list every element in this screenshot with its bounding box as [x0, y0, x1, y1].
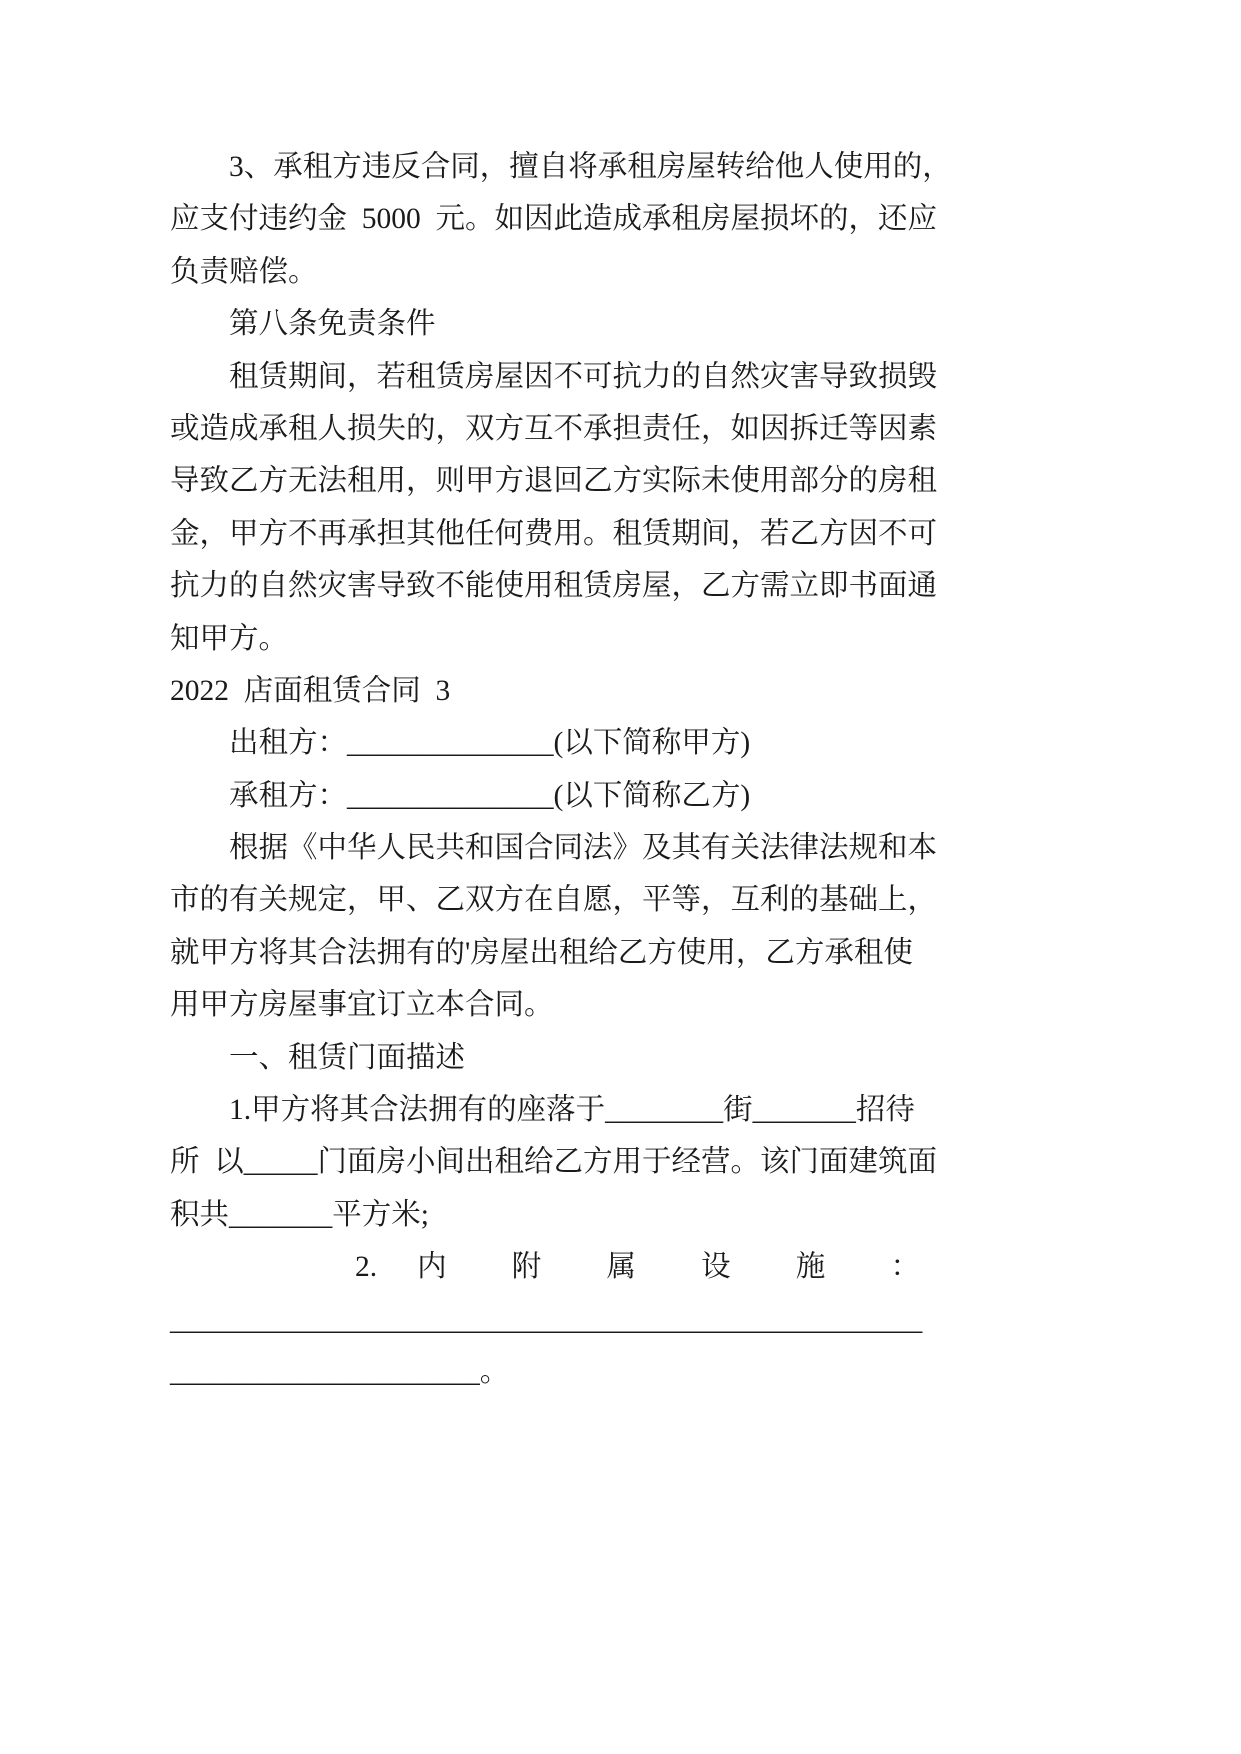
body-line: 或造成承租人损失的，双方互不承担责任，如因拆迁等因素 — [170, 412, 938, 445]
body-line: 所 以_____门面房小间出租给乙方用于经营。该门面建筑面 — [170, 1146, 938, 1179]
body-line: 应支付违约金 5000 元。如因此造成承租房屋损坏的，还应 — [170, 203, 938, 236]
body-line: 就甲方将其合法拥有的'房屋出租给乙方使用，乙方承租使 — [170, 936, 913, 969]
body-line: 租赁期间，若租赁房屋因不可抗力的自然灾害导致损毁 — [229, 360, 938, 393]
body-line: 积共_______平方米; — [170, 1198, 429, 1231]
facilities-heading: 2. 内 附 属 设 施 ： — [355, 1251, 920, 1284]
lessor-line: 出租方：______________(以下简称甲方) — [229, 727, 751, 760]
blank-fill-line: _____________________。 — [170, 1355, 510, 1388]
body-line: 导致乙方无法租用，则甲方退回乙方实际未使用部分的房租 — [170, 465, 938, 498]
section-heading: 第八条免责条件 — [229, 308, 436, 341]
contract-title: 2022 店面租赁合同 3 — [170, 674, 451, 707]
body-line: 市的有关规定，甲、乙双方在自愿，平等，互利的基础上， — [170, 884, 938, 917]
body-line: 1.甲方将其合法拥有的座落于________街_______招待 — [229, 1094, 915, 1127]
body-line: 金，甲方不再承担其他任何费用。租赁期间，若乙方因不可 — [170, 517, 938, 550]
body-line: 用甲方房屋事宜订立本合同。 — [170, 989, 554, 1022]
body-line: 知甲方。 — [170, 622, 289, 655]
section-heading: 一、租赁门面描述 — [229, 1041, 466, 1074]
body-line: 负责赔偿。 — [170, 255, 318, 288]
blank-fill-line: ___________________________________________________ — [170, 1303, 923, 1336]
lessee-line: 承租方：______________(以下简称乙方) — [229, 779, 751, 812]
body-line: 3、承租方违反合同，擅自将承租房屋转给他人使用的， — [229, 151, 952, 183]
body-line: 抗力的自然灾害导致不能使用租赁房屋，乙方需立即书面通 — [170, 570, 938, 603]
document-body — [170, 141, 970, 1398]
body-line: 根据《中华人民共和国合同法》及其有关法律法规和本 — [229, 832, 938, 865]
